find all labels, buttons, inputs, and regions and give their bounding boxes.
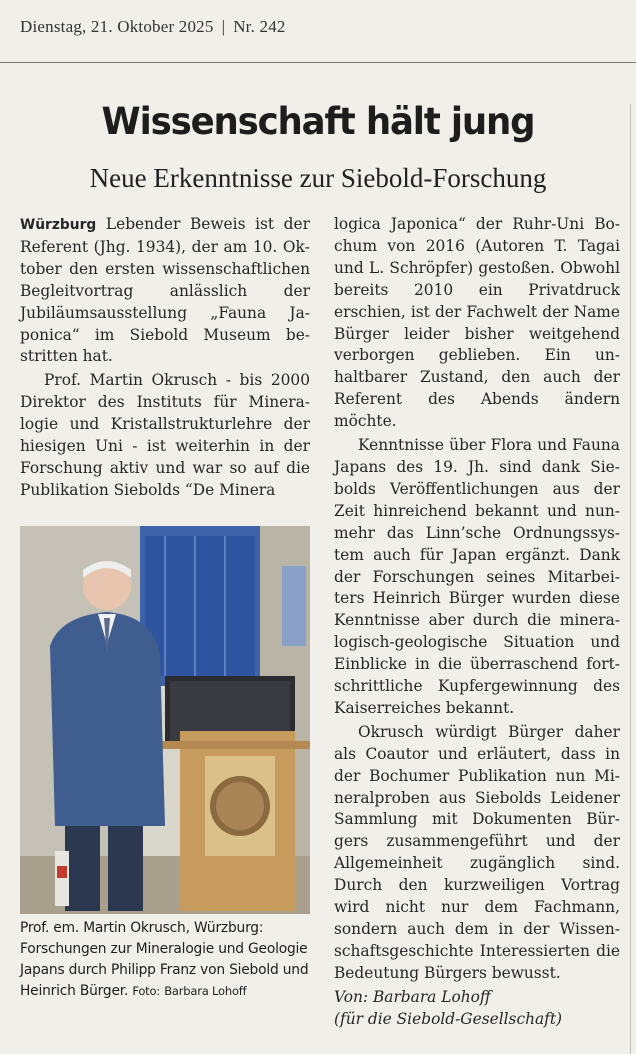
issue-date: Dienstag, 21. Oktober 2025 xyxy=(20,17,214,36)
column-divider xyxy=(630,104,631,1054)
caption-text: Prof. em. Martin Okrusch, Würzburg: Forschungen zur Mineralogie und Geologie Japans durch Philipp Franz von Siebold und Heinrich Bürger. xyxy=(20,920,309,999)
headline: Wissenschaft hält jung xyxy=(101,100,535,143)
page-header xyxy=(20,17,286,37)
issue-number: Nr. 242 xyxy=(233,17,286,36)
header-separator: | xyxy=(221,17,226,36)
paragraph: logica Japonica“ der Ruhr-Uni Bochum von 2016 (Autoren T. Tagai und L. Schröpfer) gestoßen. Obwohl bereits 2010 ein Privatdruck erschien, ist der Fachwelt der Name Bürger leider bisher weitgehend verborgen geblieben. Ein unhaltbarer Zustand, den auch der Referent des Abends ändern möchte. xyxy=(334,215,620,431)
lecturer-at-podium-photo xyxy=(20,526,310,914)
paragraph: Würzburg Lebender Beweis ist der Referent (Jhg. 1934), der am 10. Oktober den ersten wissenschaftlichen Begleitvortrag anlässlich der Jubiläumsausstellung „Fauna Japonica“ im Siebold Museum bestritten hat. xyxy=(20,215,310,366)
photo-caption xyxy=(20,918,316,1002)
byline-note: (für die Siebold-Gesellschaft) xyxy=(334,1009,563,1028)
header-divider xyxy=(0,62,636,63)
photo-credit-name: Barbara Lohoff xyxy=(164,984,247,998)
article-column-left xyxy=(20,214,310,502)
paragraph: Prof. Martin Okrusch - bis 2000 Direktor des Instituts für Mineralogie und Kristallstrukturlehre der hiesigen Uni - ist weiterhin in der Forschung aktiv und war so auf die Publikation Siebolds “De Minera xyxy=(20,371,310,499)
paragraph: Kenntnisse über Flora und Fauna Japans des 19. Jh. sind dank Siebolds Veröffentlichungen aus der Zeit hinreichend bekannt und nunmehr das Linn’sche Ordnungssystem auch für Japan ergänzt. Dank der Forschungen seines Mitarbeiters Heinrich Bürger wurden diese Kenntnisse aber durch die mineralogisch-geologische Situation und Einblicke in die überraschend fortschrittliche Kupfergewinnung des Kaiserreiches bekannt. xyxy=(334,436,620,717)
photo-credit-label: Foto: xyxy=(132,984,160,998)
article-column-right xyxy=(334,214,620,1031)
byline: Von: Barbara Lohoff xyxy=(334,987,491,1006)
dateline: Würzburg xyxy=(20,217,97,233)
paragraph: Okrusch würdigt Bürger daher als Coautor und erläutert, dass in der Bochumer Publikation nun Mineralproben aus Siebolds Leidener Sammlung mit Dokumenten Bürgers zusammengeführt und der Allgemeinheit zugänglich sind. Durch den kurzweiligen Vortrag wird nicht nur dem Fachmann, sondern auch dem in der Wissenschaftsgeschichte Interessierten die Bedeutung Bürgers bewusst. xyxy=(334,722,620,982)
subheadline: Neue Erkenntnisse zur Siebold-Forschung xyxy=(89,163,547,193)
